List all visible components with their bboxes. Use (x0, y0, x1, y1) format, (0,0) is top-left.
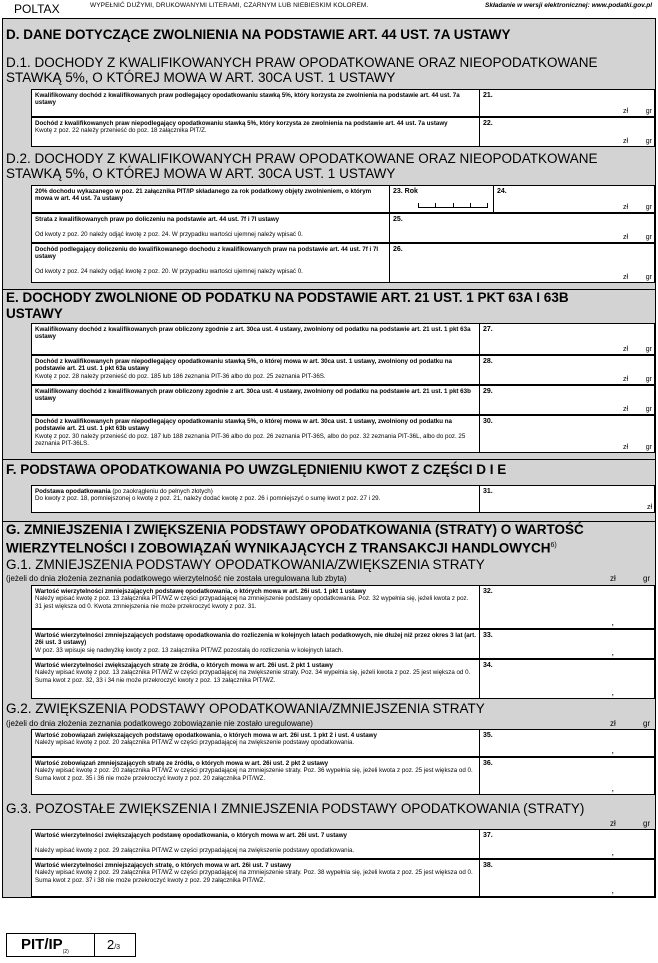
electronic-filing-note: Składanie w wersji elektronicznej: www.podatki.gov.pl (485, 2, 652, 9)
field-28-desc: Dochód z kwalifikowanych praw niepodlegający opodatkowaniu stawką 5%, o której mowa w art. 30ca ust. 1 ustawy, zwolniony od podatku na podstawie art. 21 ust. 1 pkt 63a ustawy Kwotę z poz. 28 należy przenieść do poz. 185 lub 186 zeznania PIT-36 albo do poz. 25 zeznania PIT-36S. (32, 356, 480, 384)
field-38-input[interactable]: 38. , (483, 862, 614, 895)
field-row-35 (31, 729, 655, 757)
field-21-input[interactable]: 21. zł gr (483, 92, 652, 115)
field-29-input[interactable]: 29. zł gr (483, 388, 652, 413)
field-37-desc: Wartość wierzytelności zwiększających podstawę opodatkowania, o których mowa w art. 26i ust. 7 ustawy Należy wpisać kwotę z poz. 29 załącznika PIT/WZ w części przypadającej na zwiększenie podstawy opodatkowania. (32, 830, 480, 858)
fill-instruction: WYPEŁNIĆ DUŻYMI, DRUKOWANYMI LITERAMI, CZARNYM LUB NIEBIESKIM KOLOREM. (90, 2, 369, 9)
brand: POLTAX (14, 2, 60, 16)
field-row-21 (31, 89, 655, 117)
field-row-26 (31, 243, 655, 283)
page-header (0, 0, 658, 18)
field-row-32 (31, 585, 655, 629)
field-row-38 (31, 859, 655, 897)
field-32-input[interactable]: 32. , (483, 588, 614, 627)
field-21-desc: Kwalifikowany dochód z kwalifikowanych praw podlegający opodatkowaniu stawką 5%, który korzysta ze zwolnienia na podstawie art. 44 ust. 7a ustawy (32, 90, 480, 116)
field-26-input[interactable]: 26. zł gr (393, 246, 652, 281)
footnote-6-ref: 6) (550, 542, 557, 549)
field-31-desc: Podstawa opodatkowania (po zaokrągleniu do pełnych złotych) Do kwoty z poz. 18, pomniejszonej o kwotę z poz. 21, należy dodać kwotę z poz. 26 i pomniejszyć o sumę kwot z poz. 27 i 29. (32, 486, 480, 512)
field-row-27 (31, 323, 655, 355)
field-row-28 (31, 355, 655, 385)
field-38-desc: Wartość wierzytelności zmniejszających stratę, o których mowa w art. 26i ust. 7 ustawy Należy wpisać kwotę z poz. 29 załącznika PIT/WZ w części przypadającej na zmniejszenie straty. Poz. 38 wypełnia się, jeżeli kwota z poz. 25 jest większa od 0. Suma kwot z poz. 37 i 38 nie może przekroczyć kwoty z poz. 29 załącznika PIT/WZ. (32, 860, 480, 896)
field-29-desc: Kwalifikowany dochód z kwalifikowanych praw obliczony zgodnie z art. 30ca ust. 4 ustawy, zwolniony od podatku na podstawie art. 21 ust. 1 pkt 63b ustawy (32, 386, 480, 414)
field-35-input[interactable]: 35. , (483, 732, 614, 755)
section-d1-title: D.1. DOCHODY Z KWALIFIKOWANYCH PRAW OPODATKOWANE ORAZ NIEOPODATKOWANE STAWKĄ 5%, O KTÓREJ MOWA W ART. 30CA UST. 1 USTAWY (6, 55, 598, 85)
field-row-34 (31, 659, 655, 699)
field-row-25 (31, 213, 655, 243)
field-34-input[interactable]: 34. , (483, 662, 614, 697)
field-25-input[interactable]: 25. zł gr (393, 216, 652, 241)
form-footer (6, 933, 136, 957)
field-28-input[interactable]: 28. zł gr (483, 358, 652, 383)
field-31-input[interactable]: 31. zł (483, 488, 652, 511)
field-36-desc: Wartość zobowiązań zmniejszających stratę ze źródła, o których mowa w art. 26i ust. 2 pkt 2 ustawy Należy wpisać kwotę z poz. 20 załącznika PIT/WZ w części przypadającej na zmniejszenie straty. Poz. 36 wypełnia się, jeżeli kwota z poz. 25 jest większa od 0. Suma kwot z poz. 35 i 36 nie może przekroczyć kwoty z poz. 20 załącznika PIT/WZ. (32, 758, 480, 794)
section-d-title: D. DANE DOTYCZĄCE ZWOLNIENIA NA PODSTAWIE ART. 44 UST. 7A USTAWY (6, 27, 511, 42)
section-g2-title: G.2. ZWIĘKSZENIA PODSTAWY OPODATKOWANIA/ZMNIEJSZENIA STRATY (6, 701, 485, 716)
year-digit-ticks (418, 203, 488, 208)
field-row-33 (31, 629, 655, 659)
field-row-37 (31, 829, 655, 859)
field-23-year-input[interactable]: 23. Rok (390, 186, 494, 212)
field-row-30 (31, 415, 655, 453)
section-g2-note: (jeżeli do dnia złożenia zeznania podatkowego zobowiązanie nie zostało uregulowane) zł gr (6, 719, 651, 728)
section-g1-note: (jeżeli do dnia złożenia zeznania podatkowego wierzytelność nie została uregulowana lub zbyta) zł gr (6, 574, 651, 583)
page-number: 2/3 (107, 937, 121, 952)
section-g-title: G. ZMNIEJSZENIA I ZWIĘKSZENIA PODSTAWY OPODATKOWANIA (STRATY) O WARTOŚĆ WIERZYTELNOŚCI I ZOBOWIĄZAŃ WYNIKAJĄCYCH Z TRANSAKCJI HANDLOWYCH$^{6)}$ (3, 521, 655, 555)
section-d2-title: D.2. DOCHODY Z KWALIFIKOWANYCH PRAW OPODATKOWANE ORAZ NIEOPODATKOWANE STAWKĄ 5%, O KTÓREJ MOWA W ART. 30CA UST. 1 USTAWY (6, 151, 598, 181)
form-page: D. DANE DOTYCZĄCE ZWOLNIENIA NA PODSTAWIE ART. 44 UST. 7A USTAWY D.1. DOCHODY Z KWALIFIKOWANYCH PRAW OPODATKOWANE ORAZ NIEOPODATKOWANE STAWKĄ 5%, O KTÓREJ MOWA W ART. 30CA UST. 1 USTAWY Kwalifikowany dochód z kwalifikowanych praw podlegający opodatkowaniu stawką 5%, który korzysta ze zwolnienia na podstawie art. 44 ust. 7a ustawy 21. zł gr Dochód z kwalifikowanych praw niepodlegający opodatkowaniu stawką 5%, który korzysta ze zwolnienia na podstawie art. 44 ust. 7a ustawy Kwotę z poz. 22 należy przenieść do poz. 18 załącznika PIT/Z. 22. zł gr D.2. DOCHODY Z KWALIFIKOWANYCH PRAW OPODATKOWANE ORAZ NIEOPODATKOWANE STAWKĄ 5%, O KTÓREJ MOWA W ART. 30CA UST. 1 USTAWY 20% dochodu wykazanego w poz. 21 załącznika PIT/IP składanego za rok podatkowy objęty zwolnieniem, o którym mowa w art. 44 ust. 7a ustawy 23. Rok 24. zł gr Strata z kwalifikowanych praw po doliczeniu na podstawie art. 44 ust. 7f i 7l ustawy Od kwoty z poz. 20 należy odjąć kwotę z poz. 24. W przypadku wartości ujemnej należy wpisać 0. 25. zł gr Dochód podlegający doliczeniu do kwalifikowanego dochodu z kwalifikowanych praw na podstawie art. 44 ust. 7f i 7l ustawy Od kwoty z poz. 24 należy odjąć kwotę z poz. 20. W przypadku wartości ujemnej należy wpisać 0. 26. zł gr E. DOCHODY ZWOLNIONE OD PODATKU NA PODSTAWIE ART. 21 UST. 1 PKT 63A I 63B USTAWY Kwalifikowany dochód z kwalifikowanych praw obliczony zgodnie z art. 30ca ust. 4 ustawy, zwolniony od podatku na podstawie art. 21 ust. 1 pkt 63a ustawy 27. zł gr Dochód z kwalifikowanych praw niepodlegający opodatkowaniu stawką 5%, o której mowa w art. 30ca ust. 1 ustawy, zwolniony od podatku na podstawie art. 21 ust. 1 pkt 63a ustawy Kwotę z poz. 28 należy przenieść do poz. 185 lub 186 zeznania PIT-36 albo do poz. 25 zeznania PIT-36S. 28. zł gr Kwalifikowany dochód z kwalifikowanych praw obliczony zgodnie z art. 30ca ust. 4 ustawy, zwolniony od podatku na podstawie art. 21 ust. 1 pkt 63b ustawy 29. zł gr Dochód z kwalifikowanych praw niepodlegający opodatkowaniu stawką 5%, o której mowa w art. 30ca ust. 1 ustawy, zwolniony od podatku na podstawie art. 21 ust. 1 pkt 63b ustawy Kwotę z poz. 30 należy przenieść do poz. 187 lub 188 zeznania PIT-36 albo do poz. 26 zeznania PIT-36S, albo do poz. 32 zeznania PIT-36L, albo do poz. 25 zeznania PIT-36LS. 30. zł gr F. PODSTAWA OPODATKOWANIA PO UWZGLĘDNIENIU KWOT Z CZĘŚCI D I E Podstawa opodatkowania (po zaokrągleniu do pełnych złotych) Do kwoty z poz. 18, pomniejszonej o kwotę z poz. 21, należy dodać kwotę z poz. 26 i pomniejszyć o sumę kwot z poz. 27 i 29. 31. zł G. ZMNIEJSZENIA I ZWIĘKSZENIA PODSTAWY OPODATKOWANIA (STRATY) O WARTOŚĆ WIERZYTELNOŚCI I ZOBOWIĄZAŃ WYNIKAJĄCYCH Z TRANSAKCJI HANDLOWYCH$^{6)}$ G.1. ZMNIEJSZENIA PODSTAWY OPODATKOWANIA/ZWIĘKSZENIA STRATY (jeżeli do dnia złożenia zeznania podatkowego wierzytelność nie została uregulowana lub zbyta) zł gr Wartość wierzytelności zmniejszających podstawę opodatkowania, o których mowa w art. 26i ust. 1 pkt 1 ustawy Należy wpisać kwotę z poz. 13 załącznika PIT/WZ w części przypadającej na zmniejszenie podstawy opodatkowania. Poz. 32 wypełnia się, jeżeli kwota z poz. 31 jest większa od 0. Kwota zmniejszenia nie może przekroczyć kwoty z poz. 31. 32. , Wartość wierzytelności zmniejszających podstawę opodatkowania do rozliczenia w kolejnych latach podatkowych, nie dłużej niż przez okres 3 lat (art. 26i ust. 3 ustawy) W poz. 33 wpisuje się nadwyżkę kwoty z poz. 13 załącznika PIT/WZ pozostałą do rozliczenia w kolejnych latach. 33. , Wartość wierzytelności zwiększających stratę ze źródła, o których mowa w art. 26i ust. 2 pkt 1 ustawy Należy wpisać kwotę z poz. 13 załącznika PIT/WZ w części przypadającej na zwiększenie straty. Poz. 34 wypełnia się, jeżeli kwota z poz. 25 jest większa od 0. Suma kwot z poz. 32, 33 i 34 nie może przekroczyć kwoty z poz. 13 załącznika PIT/WZ. 34. , G.2. ZWIĘKSZENIA PODSTAWY OPODATKOWANIA/ZMNIEJSZENIA STRATY (jeżeli do dnia złożenia zeznania podatkowego zobowiązanie nie zostało uregulowane) zł gr Wartość zobowiązań zwiększających podstawę opodatkowania, o których mowa w art. 26i ust. 1 pkt 2 i ust. 4 ustawy Należy wpisać kwotę z poz. 20 załącznika PIT/WZ w części przypadającej na zwiększenie podstawy opodatkowania. 35. , Wartość zobowiązań zmniejszających stratę ze źródła, o których mowa w art. 26i ust. 2 pkt 2 ustawy Należy wpisać kwotę z poz. 20 załącznika PIT/WZ w części przypadającej na zmniejszenie straty. Poz. 36 wypełnia się, jeżeli kwota z poz. 25 jest większa od 0. Suma kwot z poz. 35 i 36 nie może przekroczyć kwoty z poz. 20 załącznika PIT/WZ. 36. , G.3. POZOSTAŁE ZWIĘKSZENIA I ZMNIEJSZENIA PODSTAWY OPODATKOWANIA (STRATY) zł gr Wartość wierzytelności zwiększających podstawę opodatkowania, o których mowa w art. 26i ust. 7 ustawy Należy wpisać kwotę z poz. 29 załącznika PIT/WZ w części przypadającej na zwiększenie podstawy opodatkowania. 37. , Wartość wierzytelności zmniejszających stratę, o których mowa w art. 26i ust. 7 ustawy Należy wpisać kwotę z poz. 29 załącznika PIT/WZ w części przypadającej na zmniejszenie straty. Poz. 38 wypełnia się, jeżeli kwota z poz. 25 jest większa od 0. Suma kwot z poz. 37 i 38 nie może przekroczyć kwoty z poz. 29 załącznika PIT/WZ. 38. , (2, 18, 656, 898)
section-g3-title: G.3. POZOSTAŁE ZWIĘKSZENIA I ZMNIEJSZENIA PODSTAWY OPODATKOWANIA (STRATY) (6, 801, 585, 816)
field-row-23-24 (31, 185, 655, 213)
field-row-31 (31, 485, 655, 513)
field-row-22 (31, 117, 655, 147)
form-code: PIT/$IP_{(2)}$ (7, 934, 95, 956)
field-33-input[interactable]: 33. , (483, 632, 614, 657)
section-e-title: E. DOCHODY ZWOLNIONE OD PODATKU NA PODSTAWIE ART. 21 UST. 1 PKT 63A I 63B USTAWY (3, 289, 655, 321)
field-27-input[interactable]: 27. zł gr (483, 326, 652, 353)
field-22-desc: Dochód z kwalifikowanych praw niepodlegający opodatkowaniu stawką 5%, który korzysta ze zwolnienia na podstawie art. 44 ust. 7a ustawy Kwotę z poz. 22 należy przenieść do poz. 18 załącznika PIT/Z. (32, 118, 480, 146)
field-34-desc: Wartość wierzytelności zwiększających stratę ze źródła, o których mowa w art. 26i ust. 2 pkt 1 ustawy Należy wpisać kwotę z poz. 13 załącznika PIT/WZ w części przypadającej na zwiększenie straty. Poz. 34 wypełnia się, jeżeli kwota z poz. 25 jest większa od 0. Suma kwot z poz. 32, 33 i 34 nie może przekroczyć kwoty z poz. 13 załącznika PIT/WZ. (32, 660, 480, 698)
field-22-input[interactable]: 22. zł gr (483, 120, 652, 145)
field-row-29 (31, 385, 655, 415)
field-row-36 (31, 757, 655, 795)
field-25-desc: Strata z kwalifikowanych praw po doliczeniu na podstawie art. 44 ust. 7f i 7l ustawy Od kwoty z poz. 20 należy odjąć kwotę z poz. 24. W przypadku wartości ujemnej należy wpisać 0. (32, 214, 390, 242)
field-33-desc: Wartość wierzytelności zmniejszających podstawę opodatkowania do rozliczenia w kolejnych latach podatkowych, nie dłużej niż przez okres 3 lat (art. 26i ust. 3 ustawy) W poz. 33 wpisuje się nadwyżkę kwoty z poz. 13 załącznika PIT/WZ pozostałą do rozliczenia w kolejnych latach. (32, 630, 480, 658)
field-24-input[interactable]: 24. zł gr (497, 188, 652, 211)
field-37-input[interactable]: 37. , (483, 832, 614, 857)
field-23-desc: 20% dochodu wykazanego w poz. 21 załącznika PIT/IP składanego za rok podatkowy objęty zwolnieniem, o którym mowa w art. 44 ust. 7a ustawy (32, 186, 390, 212)
field-26-desc: Dochód podlegający doliczeniu do kwalifikowanego dochodu z kwalifikowanych praw na podstawie art. 44 ust. 7f i 7l ustawy Od kwoty z poz. 24 należy odjąć kwotę z poz. 20. W przypadku wartości ujemnej należy wpisać 0. (32, 244, 390, 282)
section-f-title: F. PODSTAWA OPODATKOWANIA PO UWZGLĘDNIENIU KWOT Z CZĘŚCI D I E (3, 459, 655, 481)
field-35-desc: Wartość zobowiązań zwiększających podstawę opodatkowania, o których mowa w art. 26i ust. 1 pkt 2 i ust. 4 ustawy Należy wpisać kwotę z poz. 20 załącznika PIT/WZ w części przypadającej na zwiększenie podstawy opodatkowania. (32, 730, 480, 756)
section-g1-title: G.1. ZMNIEJSZENIA PODSTAWY OPODATKOWANIA/ZWIĘKSZENIA STRATY (6, 557, 485, 572)
field-30-desc: Dochód z kwalifikowanych praw niepodlegający opodatkowaniu stawką 5%, o której mowa w art. 30ca ust. 1 ustawy, zwolniony od podatku na podstawie art. 21 ust. 1 pkt 63b ustawy Kwotę z poz. 30 należy przenieść do poz. 187 lub 188 zeznania PIT-36 albo do poz. 26 zeznania PIT-36S, albo do poz. 32 zeznania PIT-36L, albo do poz. 25 zeznania PIT-36LS. (32, 416, 480, 452)
field-27-desc: Kwalifikowany dochód z kwalifikowanych praw obliczony zgodnie z art. 30ca ust. 4 ustawy, zwolniony od podatku na podstawie art. 21 ust. 1 pkt 63a ustawy (32, 324, 480, 354)
field-36-input[interactable]: 36. , (483, 760, 614, 793)
field-32-desc: Wartość wierzytelności zmniejszających podstawę opodatkowania, o których mowa w art. 26i ust. 1 pkt 1 ustawy Należy wpisać kwotę z poz. 13 załącznika PIT/WZ w części przypadającej na zmniejszenie podstawy opodatkowania. Poz. 32 wypełnia się, jeżeli kwota z poz. 31 jest większa od 0. Kwota zmniejszenia nie może przekroczyć kwoty z poz. 31. (32, 586, 480, 628)
field-30-input[interactable]: 30. zł gr (483, 418, 652, 451)
